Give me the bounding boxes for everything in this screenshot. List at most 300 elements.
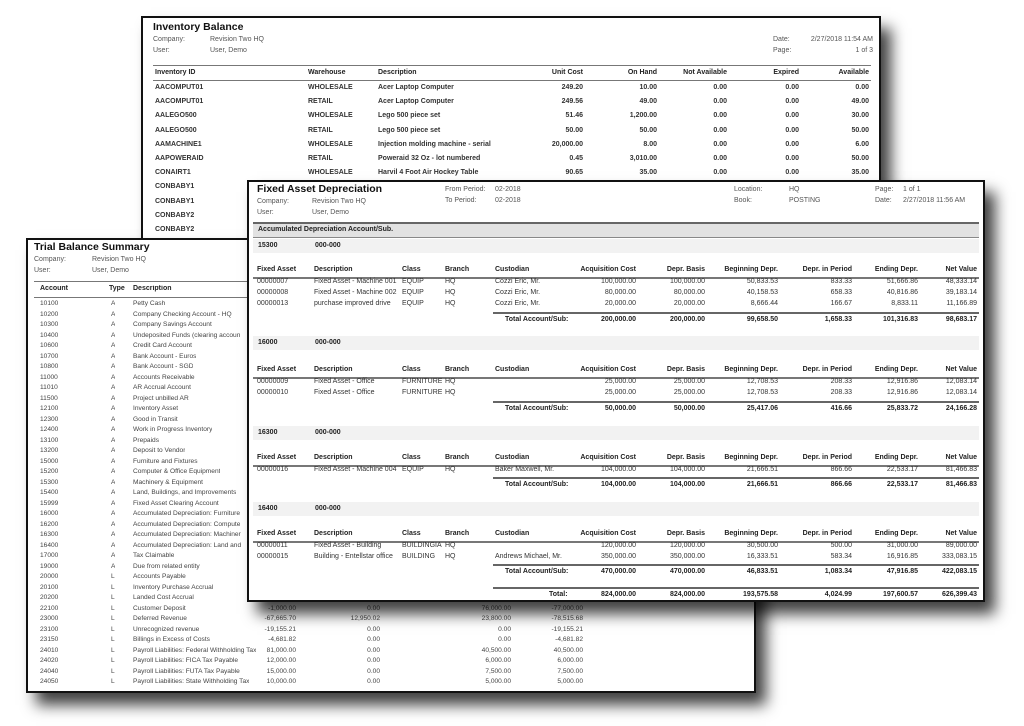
cell-amount: 6,000.00 — [557, 657, 583, 664]
cell-depr-in-period: 208.33 — [830, 378, 852, 385]
cell-account: 24010 — [40, 646, 59, 654]
report-title: Inventory Balance — [153, 21, 244, 33]
table-row — [253, 553, 979, 564]
total-row — [253, 568, 979, 580]
cell-type: L — [111, 625, 115, 633]
cell-description: Billings in Excess of Costs — [133, 636, 210, 643]
cell-fixed-asset: 00000009 — [257, 378, 289, 385]
cell-expired: 0.00 — [785, 112, 799, 120]
total-depr-basis: 104,000.00 — [669, 481, 705, 488]
company-label: Company: — [257, 198, 289, 205]
cell-amount: -4,681.82 — [268, 636, 296, 643]
col-class: Class — [402, 266, 421, 273]
account-number: 16000 — [258, 339, 278, 346]
total-row — [253, 316, 979, 328]
cell-description: Landed Cost Accrual — [133, 594, 194, 601]
cell-description: Acer Laptop Computer — [378, 84, 454, 91]
cell-inventory-id: AACOMPUT01 — [155, 98, 204, 106]
total-ending-depr: 25,833.72 — [886, 405, 918, 412]
cell-amount: 15,000.00 — [266, 667, 296, 675]
group-header-band — [253, 222, 979, 238]
col-net-value: Net Value — [945, 454, 977, 461]
cell-fixed-asset: 00000016 — [257, 466, 289, 473]
cell-depr-basis: 120,000.00 — [669, 542, 705, 549]
location-meta — [734, 186, 854, 210]
total-divider — [493, 564, 979, 566]
col-depr-in-period: Depr. in Period — [802, 454, 852, 461]
cell-acquisition-cost: 120,000.00 — [600, 542, 636, 549]
cell-net-value: 48,333.14 — [945, 278, 977, 285]
cell-branch: HQ — [445, 378, 456, 385]
cell-type: L — [111, 678, 115, 685]
cell-amount: -19,155.21 — [264, 625, 296, 633]
cell-available: 50.00 — [851, 155, 869, 162]
location-label: Location: — [734, 186, 763, 193]
cell-branch: HQ — [445, 278, 456, 285]
cell-type: A — [111, 342, 116, 349]
cell-net-value: 333,083.15 — [941, 553, 977, 560]
col-on-hand: On Hand — [627, 69, 657, 76]
cell-amount: 12,950.02 — [350, 615, 380, 622]
cell-depr-basis: 350,000.00 — [669, 553, 705, 560]
cell-acquisition-cost: 100,000.00 — [600, 278, 636, 285]
total-label: Total Account/Sub: — [505, 405, 569, 412]
cell-description: Credit Card Account — [133, 342, 193, 349]
total-depr-basis: 470,000.00 — [669, 568, 705, 575]
cell-unit-cost: 0.45 — [569, 155, 583, 162]
cell-amount: -77,000.00 — [551, 604, 583, 612]
col-custodian: Custodian — [495, 266, 530, 273]
cell-branch: HQ — [445, 542, 456, 549]
cell-description: Prepaids — [133, 436, 160, 444]
cell-branch: HQ — [445, 300, 456, 307]
cell-amount: 40,500.00 — [553, 646, 583, 654]
cell-available: 50.00 — [851, 126, 869, 134]
sub-account: 000-000 — [315, 242, 341, 249]
total-ending-depr: 101,316.83 — [882, 316, 918, 323]
cell-class: BUILDING — [402, 553, 436, 560]
to-period-label: To Period: — [445, 197, 477, 204]
cell-class: EQUIP — [402, 300, 424, 307]
col-net-value: Net Value — [945, 366, 977, 373]
cell-account: 22100 — [40, 604, 59, 612]
report-meta — [153, 36, 453, 60]
total-net-value: 422,083.15 — [941, 568, 977, 575]
cell-description: Fixed Asset - Office — [314, 378, 375, 385]
table-row — [34, 656, 754, 667]
grand-total-beginning-depr: 193,575.58 — [742, 591, 778, 598]
cell-warehouse: RETAIL — [308, 98, 333, 106]
cell-inventory-id: CONBABY2 — [155, 226, 195, 233]
cell-description: Harvil 4 Foot Air Hockey Table — [378, 169, 479, 177]
date-label: Date: — [773, 36, 790, 43]
table-row — [153, 95, 871, 109]
cell-account: 15200 — [40, 468, 59, 475]
cell-type: A — [111, 310, 116, 318]
cell-unit-cost: 249.20 — [561, 84, 583, 91]
user-value: User, Demo — [312, 209, 349, 216]
cell-type: A — [111, 457, 116, 465]
cell-type: A — [111, 394, 116, 402]
page-value: 1 of 3 — [855, 47, 873, 54]
cell-account: 10400 — [40, 331, 59, 339]
cell-inventory-id: CONBABY1 — [155, 197, 195, 205]
period-meta — [445, 186, 565, 210]
cell-description: Unrecognized revenue — [133, 625, 200, 633]
total-beginning-depr: 25,417.06 — [746, 405, 778, 412]
report-title: Trial Balance Summary — [34, 241, 150, 253]
cell-class: EQUIP — [402, 289, 424, 296]
cell-depr-in-period: 866.66 — [830, 466, 852, 473]
cell-depr-in-period: 166.67 — [830, 300, 852, 307]
table-row — [253, 278, 979, 289]
col-ending-depr: Ending Depr. — [874, 266, 918, 273]
cell-class: BUILDINGIA — [402, 542, 442, 549]
total-acquisition-cost: 200,000.00 — [600, 316, 636, 323]
cell-depr-in-period: 500.00 — [830, 542, 852, 549]
cell-description: Company Checking Account - HQ — [133, 310, 232, 318]
cell-depr-basis: 20,000.00 — [673, 300, 705, 307]
cell-unit-cost: 50.00 — [565, 126, 583, 134]
cell-beginning-depr: 30,500.00 — [746, 542, 778, 549]
col-depr-in-period: Depr. in Period — [802, 366, 852, 373]
cell-fixed-asset: 00000011 — [257, 542, 288, 549]
grand-total-acquisition-cost: 824,000.00 — [600, 591, 636, 598]
cell-type: A — [111, 478, 116, 486]
cell-description: Payroll Liabilities: State Withholding Tax — [133, 678, 250, 685]
cell-description: Bank Account - Euros — [133, 352, 197, 360]
cell-description: Fixed Asset - Machine 004 — [314, 466, 397, 473]
cell-account: 20000 — [40, 573, 59, 580]
cell-description: Work in Progress Inventory — [133, 426, 213, 433]
cell-depr-basis: 25,000.00 — [673, 378, 705, 385]
table-row — [153, 81, 871, 95]
table-row — [253, 300, 979, 311]
cell-fixed-asset: 00000008 — [257, 289, 289, 296]
total-row — [253, 405, 979, 417]
col-description: Description — [133, 285, 172, 292]
cell-class: EQUIP — [402, 466, 424, 473]
cell-account: 12400 — [40, 426, 59, 433]
cell-description: Injection molding machine - serial — [378, 140, 491, 148]
cell-description: Deposit to Vendor — [133, 447, 186, 454]
cell-acquisition-cost: 104,000.00 — [600, 466, 636, 473]
cell-inventory-id: CONAIRT1 — [155, 169, 191, 177]
user-value: User, Demo — [92, 267, 129, 274]
group-header-label: Accumulated Depreciation Account/Sub. — [258, 226, 394, 233]
cell-description: Customer Deposit — [133, 604, 186, 612]
cell-type: L — [111, 573, 115, 580]
cell-account: 12100 — [40, 405, 59, 412]
cell-type: A — [111, 384, 116, 391]
cell-net-value: 39,183.14 — [945, 289, 977, 296]
cell-account: 13100 — [40, 436, 59, 444]
cell-account: 16000 — [40, 510, 59, 517]
total-acquisition-cost: 50,000.00 — [604, 405, 636, 412]
cell-depr-in-period: 833.33 — [830, 278, 852, 285]
cell-depr-in-period: 658.33 — [830, 289, 852, 296]
account-band — [253, 426, 979, 440]
cell-account: 11010 — [40, 384, 58, 391]
cell-depr-in-period: 583.34 — [830, 553, 852, 560]
cell-amount: 76,000.00 — [481, 604, 511, 612]
total-beginning-depr: 99,658.50 — [746, 316, 778, 323]
cell-amount: 5,000.00 — [485, 678, 511, 685]
total-depr-in-period: 1,083.34 — [824, 568, 852, 575]
cell-description: Acer Laptop Computer — [378, 98, 454, 106]
cell-type: L — [111, 594, 115, 601]
cell-amount: -4,681.82 — [555, 636, 583, 643]
table-row — [34, 677, 754, 688]
cell-depr-in-period: 208.33 — [830, 389, 852, 396]
cell-ending-depr: 51,666.86 — [886, 278, 918, 285]
cell-type: A — [111, 436, 116, 444]
cell-description: Payroll Liabilities: Federal Withholding Tax — [133, 646, 257, 654]
total-ending-depr: 22,533.17 — [886, 481, 918, 488]
cell-account: 23150 — [40, 636, 59, 643]
cell-description: Fixed Asset - Machine 001 — [314, 278, 397, 285]
cell-account: 11500 — [40, 394, 58, 402]
table-row — [253, 378, 979, 389]
total-net-value: 98,683.17 — [945, 316, 977, 323]
cell-available: 6.00 — [855, 140, 869, 148]
cell-description: Fixed Asset - Building — [314, 542, 382, 549]
cell-description: Computer & Office Equipment — [133, 468, 221, 475]
cell-branch: HQ — [445, 389, 456, 396]
cell-custodian: Cozzi Eric, Mr. — [495, 289, 541, 296]
from-period-label: From Period: — [445, 186, 486, 193]
cell-amount: 5,000.00 — [557, 678, 583, 685]
cell-account: 20200 — [40, 594, 59, 601]
cell-type: L — [111, 657, 115, 664]
cell-expired: 0.00 — [785, 140, 799, 148]
account-number: 16400 — [258, 505, 278, 512]
cell-available: 30.00 — [851, 112, 869, 120]
cell-ending-depr: 12,916.86 — [886, 389, 918, 396]
col-beginning-depr: Beginning Depr. — [724, 530, 778, 537]
cell-beginning-depr: 50,833.53 — [746, 278, 778, 285]
cell-account: 20100 — [40, 583, 59, 591]
col-account: Account — [40, 285, 68, 292]
from-period-value: 02-2018 — [495, 186, 521, 193]
cell-type: L — [111, 583, 115, 591]
table-row — [153, 152, 871, 166]
cell-description: Payroll Liabilities: FICA Tax Payable — [133, 657, 239, 664]
cell-net-value: 81,466.83 — [945, 466, 977, 473]
col-unit-cost: Unit Cost — [551, 69, 583, 76]
report-title: Fixed Asset Depreciation — [257, 183, 383, 195]
col-net-value: Net Value — [945, 530, 977, 537]
table-row — [34, 667, 754, 678]
cell-description: Petty Cash — [133, 300, 166, 307]
cell-type: A — [111, 300, 116, 307]
grand-total-divider — [493, 587, 979, 589]
col-class: Class — [402, 454, 421, 461]
cell-acquisition-cost: 25,000.00 — [604, 378, 636, 385]
total-depr-in-period: 866.66 — [830, 481, 852, 488]
cell-description: Project unbilled AR — [133, 394, 189, 402]
cell-type: A — [111, 468, 116, 475]
cell-not-available: 0.00 — [713, 112, 727, 120]
report-meta — [257, 198, 457, 222]
total-label: Total Account/Sub: — [505, 481, 569, 488]
grand-total-depr-in-period: 4,024.99 — [824, 591, 852, 598]
cell-amount: 0.00 — [367, 646, 380, 654]
col-net-value: Net Value — [945, 266, 977, 273]
cell-available: 35.00 — [851, 169, 869, 177]
report-date-page — [773, 36, 873, 60]
total-beginning-depr: 21,666.51 — [746, 481, 778, 488]
cell-account: 11000 — [40, 373, 58, 381]
cell-beginning-depr: 8,666.44 — [750, 300, 778, 307]
cell-amount: 0.00 — [367, 636, 380, 643]
cell-description: Payroll Liabilities: FUTA Tax Payable — [133, 667, 240, 675]
grand-total-net-value: 626,399.43 — [941, 591, 977, 598]
cell-ending-depr: 16,916.85 — [886, 553, 918, 560]
cell-type: L — [111, 667, 115, 675]
col-class: Class — [402, 366, 421, 373]
cell-amount: -19,155.21 — [551, 625, 583, 633]
cell-on-hand: 35.00 — [639, 169, 657, 177]
col-depr-in-period: Depr. in Period — [802, 530, 852, 537]
total-beginning-depr: 46,833.51 — [746, 568, 778, 575]
cell-amount: 0.00 — [498, 625, 511, 633]
cell-description: Fixed Asset - Machine 002 — [314, 289, 397, 296]
total-row — [253, 481, 979, 493]
col-depr-basis: Depr. Basis — [666, 366, 705, 373]
account-number: 16300 — [258, 429, 278, 436]
cell-amount: -67,665.70 — [264, 615, 296, 622]
cell-account: 12300 — [40, 415, 59, 423]
cell-amount: 0.00 — [498, 636, 511, 643]
cell-inventory-id: AAPOWERAID — [155, 155, 204, 162]
cell-account: 23100 — [40, 625, 59, 633]
sub-account: 000-000 — [315, 429, 341, 436]
col-ending-depr: Ending Depr. — [874, 530, 918, 537]
col-type: Type — [109, 285, 125, 292]
cell-expired: 0.00 — [785, 155, 799, 162]
total-depr-in-period: 416.66 — [830, 405, 852, 412]
cell-amount: 7,500.00 — [485, 667, 511, 675]
cell-warehouse: WHOLESALE — [308, 140, 353, 148]
cell-account: 10600 — [40, 342, 59, 349]
col-custodian: Custodian — [495, 366, 530, 373]
cell-type: A — [111, 541, 116, 549]
total-divider — [493, 312, 979, 314]
cell-expired: 0.00 — [785, 98, 799, 106]
cell-ending-depr: 8,833.11 — [891, 300, 918, 307]
date-value: 2/27/2018 11:54 AM — [810, 36, 873, 43]
cell-amount: 81,000.00 — [266, 646, 296, 654]
cell-type: A — [111, 531, 116, 538]
cell-description: Accumulated Depreciation: Land and — [133, 541, 242, 549]
grand-total-ending-depr: 197,600.57 — [882, 591, 918, 598]
cell-not-available: 0.00 — [713, 98, 727, 106]
page-label: Page: — [773, 47, 792, 54]
cell-available: 0.00 — [855, 84, 869, 91]
col-depr-basis: Depr. Basis — [666, 530, 705, 537]
cell-custodian: Andrews Michael, Mr. — [495, 553, 562, 560]
col-ending-depr: Ending Depr. — [874, 454, 918, 461]
col-depr-basis: Depr. Basis — [666, 454, 705, 461]
cell-amount: 23,800.00 — [481, 615, 511, 622]
cell-acquisition-cost: 20,000.00 — [604, 300, 636, 307]
cell-type: A — [111, 373, 116, 381]
cell-account: 23000 — [40, 615, 59, 622]
col-description: Description — [314, 530, 353, 537]
sub-account: 000-000 — [315, 339, 341, 346]
table-row — [253, 466, 979, 477]
col-description: Description — [314, 454, 353, 461]
cell-on-hand: 8.00 — [643, 140, 657, 148]
company-value: Revision Two HQ — [92, 256, 146, 263]
col-ending-depr: Ending Depr. — [874, 366, 918, 373]
col-available: Available — [838, 69, 869, 76]
cell-account: 15000 — [40, 457, 59, 465]
book-label: Book: — [734, 197, 752, 204]
total-depr-basis: 200,000.00 — [669, 316, 705, 323]
cell-depr-basis: 100,000.00 — [669, 278, 705, 285]
col-class: Class — [402, 530, 421, 537]
user-label: User: — [257, 209, 274, 216]
cell-net-value: 12,083.14 — [945, 378, 977, 385]
cell-amount: 6,000.00 — [485, 657, 511, 664]
cell-amount: 7,500.00 — [557, 667, 583, 675]
cell-account: 10800 — [40, 363, 59, 370]
table-row — [153, 138, 871, 152]
cell-on-hand: 50.00 — [639, 126, 657, 134]
cell-unit-cost: 90.65 — [565, 169, 583, 177]
cell-account: 15300 — [40, 478, 59, 486]
cell-beginning-depr: 12,708.53 — [746, 389, 778, 396]
cell-description: Inventory Purchase Accrual — [133, 583, 214, 591]
cell-type: L — [111, 646, 115, 654]
cell-on-hand: 49.00 — [639, 98, 657, 106]
cell-description: Lego 500 piece set — [378, 112, 441, 120]
cell-not-available: 0.00 — [713, 126, 727, 134]
col-warehouse: Warehouse — [308, 69, 346, 76]
company-value: Revision Two HQ — [312, 198, 366, 205]
cell-type: L — [111, 604, 115, 612]
cell-account: 19000 — [40, 562, 59, 570]
company-label: Company: — [153, 36, 185, 43]
cell-not-available: 0.00 — [713, 84, 727, 91]
column-header-row — [153, 65, 871, 81]
cell-account: 16400 — [40, 541, 59, 549]
cell-on-hand: 10.00 — [639, 84, 657, 91]
grand-total-depr-basis: 824,000.00 — [669, 591, 705, 598]
cell-account: 16200 — [40, 520, 59, 528]
account-band — [253, 336, 979, 350]
cell-description: purchase improved drive — [314, 300, 391, 307]
account-number: 15300 — [258, 242, 278, 249]
total-divider — [493, 401, 979, 403]
cell-type: A — [111, 499, 116, 507]
cell-amount: 0.00 — [367, 678, 380, 685]
page-date-meta — [875, 186, 985, 210]
cell-unit-cost: 249.56 — [561, 98, 583, 106]
col-beginning-depr: Beginning Depr. — [724, 454, 778, 461]
total-label: Total Account/Sub: — [505, 568, 569, 575]
total-acquisition-cost: 470,000.00 — [600, 568, 636, 575]
cell-type: A — [111, 405, 116, 412]
cell-ending-depr: 12,916.86 — [886, 378, 918, 385]
cell-depr-basis: 80,000.00 — [673, 289, 705, 296]
total-depr-basis: 50,000.00 — [673, 405, 705, 412]
cell-on-hand: 1,200.00 — [629, 112, 657, 120]
cell-beginning-depr: 21,666.51 — [746, 466, 778, 473]
cell-description: Tax Claimable — [133, 552, 175, 559]
